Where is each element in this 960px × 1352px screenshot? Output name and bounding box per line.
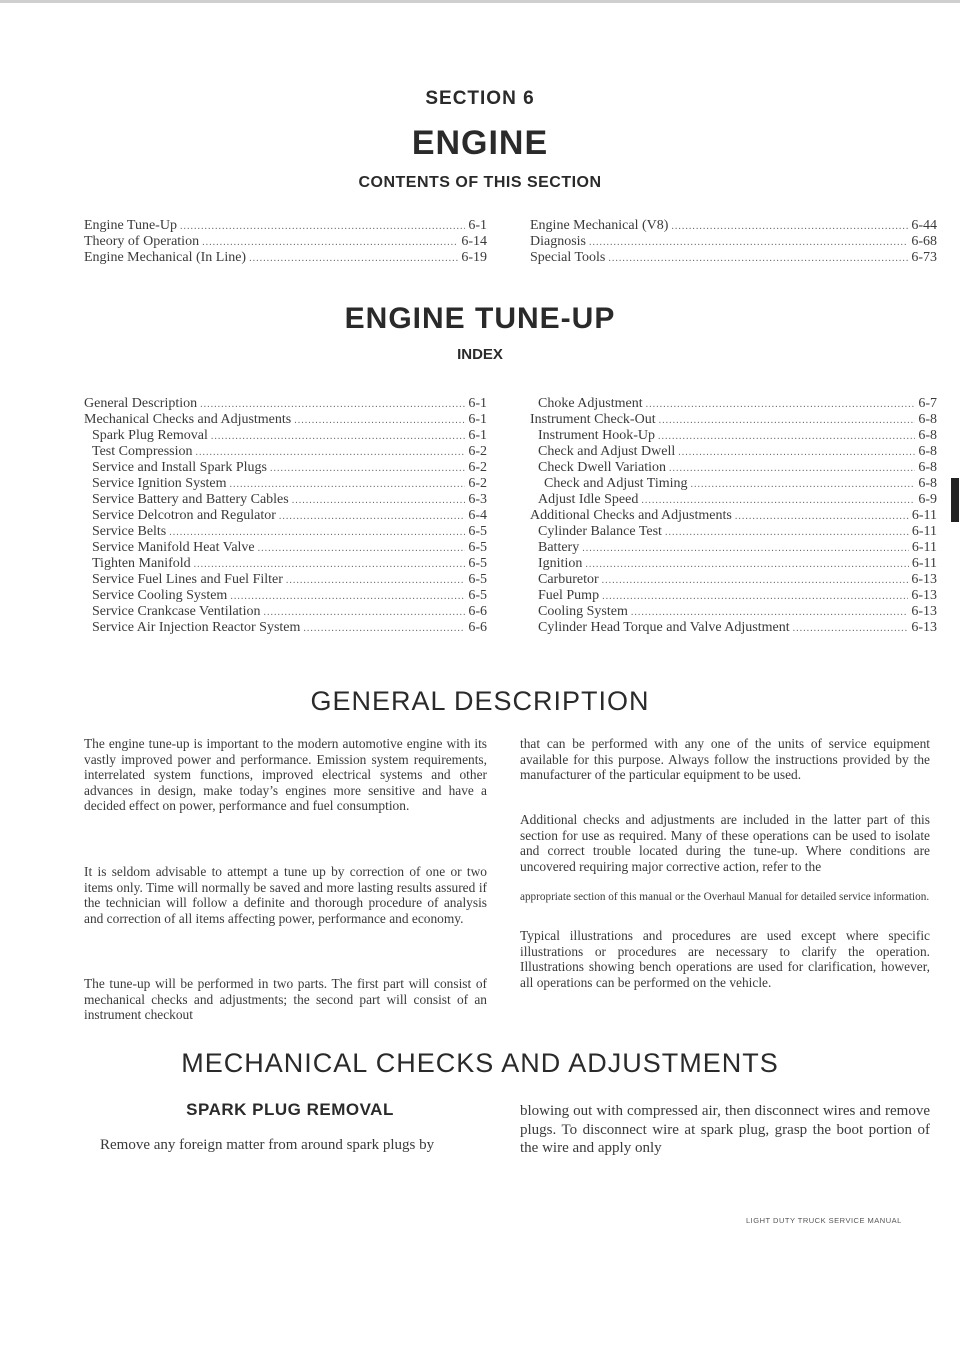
spark-plug-left-text: Remove any foreign matter from around spark plugs by — [100, 1137, 435, 1153]
toc-entry-title: Instrument Hook-Up — [538, 428, 656, 443]
toc-entry-title: Cylinder Balance Test — [538, 524, 662, 539]
toc-entry-title: Service Belts — [92, 524, 167, 539]
toc-entry — [84, 620, 487, 636]
toc-entry-page: 6-8 — [918, 412, 937, 427]
toc-leader-dots — [602, 588, 908, 605]
contents-heading: CONTENTS OF THIS SECTION — [358, 174, 602, 191]
toc-entry-page: 6-68 — [911, 234, 937, 249]
toc-entry-page: 6-14 — [461, 234, 487, 249]
toc-entry-title: Test Compression — [92, 444, 193, 459]
toc-entry-title: Service Manifold Heat Valve — [92, 540, 255, 555]
gd-left-paragraph-1: The engine tune-up is important to the modern automotive engine with its vastly improved power and performance. Emission system requirements, interrelated system functions, improved electrical systems and other advances in design, make today’s engines more sensitive and have a decided effect on power, performance and fuel consumption. — [84, 736, 487, 814]
toc-entry-title: Carburetor — [538, 572, 599, 587]
toc-entry — [530, 476, 937, 492]
toc-leader-dots — [665, 524, 909, 541]
toc-entry-title: Check Dwell Variation — [538, 460, 667, 475]
gd-right-paragraph-2a: Additional checks and adjustments are included in the latter part of this section for use as required. Many of these operations can be used to isolate and correct trouble located during the tune-up. Where conditions are uncovered requiring major corrective action, refer to the — [520, 812, 930, 874]
toc-leader-dots — [691, 476, 916, 493]
toc-leader-dots — [230, 588, 465, 605]
toc-entry — [530, 620, 937, 636]
toc-entry-title: Adjust Idle Speed — [538, 492, 639, 507]
toc-leader-dots — [202, 234, 458, 251]
toc-entry-page: 6-6 — [468, 620, 487, 635]
toc-entry — [530, 460, 937, 476]
toc-entry-title: Battery — [538, 540, 580, 555]
toc-leader-dots — [669, 460, 915, 477]
toc-entry-page: 6-13 — [911, 604, 937, 619]
toc-entry — [84, 428, 487, 444]
toc-entry-title: Service Battery and Battery Cables — [92, 492, 289, 507]
toc-entry-page: 6-9 — [918, 492, 937, 507]
toc-entry — [530, 508, 937, 524]
gd-right-paragraph-2b: appropriate section of this manual or the Overhaul Manual for detailed service information. — [520, 891, 930, 903]
toc-entry — [84, 492, 487, 508]
toc-entry-title: Engine Mechanical (V8) — [530, 218, 669, 233]
toc-leader-dots — [793, 620, 909, 637]
toc-entry — [84, 588, 487, 604]
toc-entry — [84, 540, 487, 556]
toc-entry-page: 6-1 — [468, 218, 487, 233]
toc-leader-dots — [279, 508, 465, 525]
toc-leader-dots — [263, 604, 465, 621]
toc-entry-page: 6-3 — [468, 492, 487, 507]
toc-entry-title: Service and Install Spark Plugs — [92, 460, 267, 475]
toc-leader-dots — [211, 428, 465, 445]
toc-entry-page: 6-5 — [468, 588, 487, 603]
toc-entry-page: 6-7 — [918, 396, 937, 411]
footer-manual-title: LIGHT DUTY TRUCK SERVICE MANUAL — [746, 1216, 902, 1225]
toc-leader-dots — [585, 556, 909, 573]
toc-entry-title: Instrument Check-Out — [530, 412, 656, 427]
toc-entry-title: Service Crankcase Ventilation — [92, 604, 261, 619]
toc-entry-page: 6-1 — [468, 428, 487, 443]
toc-entry-page: 6-6 — [468, 604, 487, 619]
toc-entry-title: Spark Plug Removal — [92, 428, 208, 443]
toc-entry-title: Service Fuel Lines and Fuel Filter — [92, 572, 283, 587]
toc-entry-title: Diagnosis — [530, 234, 586, 249]
toc-entry — [530, 572, 937, 588]
toc-entry — [530, 250, 937, 266]
toc-entry — [84, 476, 487, 492]
contents-left-column — [84, 218, 487, 266]
toc-entry — [530, 588, 937, 604]
toc-entry-title: Ignition — [538, 556, 583, 571]
toc-entry — [530, 218, 937, 234]
toc-leader-dots — [169, 524, 465, 541]
index-left-column — [84, 396, 487, 636]
toc-leader-dots — [671, 218, 908, 235]
gd-right-paragraph-1: that can be performed with any one of the units of service equipment available for this purpose. Always follow the instructions provided by the manufacturer of the particular equipment to be used. — [520, 736, 930, 783]
toc-leader-dots — [230, 476, 466, 493]
toc-leader-dots — [270, 460, 465, 477]
toc-entry — [84, 572, 487, 588]
toc-leader-dots — [589, 234, 908, 251]
toc-entry-page: 6-2 — [468, 476, 487, 491]
toc-leader-dots — [646, 396, 916, 413]
toc-entry-page: 6-4 — [468, 508, 487, 523]
toc-entry — [84, 444, 487, 460]
toc-entry-title: Service Cooling System — [92, 588, 228, 603]
toc-entry — [84, 250, 487, 266]
toc-entry-title: Cooling System — [538, 604, 628, 619]
toc-entry-title: Engine Tune-Up — [84, 218, 177, 233]
tuneup-title: ENGINE TUNE-UP — [344, 302, 616, 335]
gd-left-paragraph-3: The tune-up will be performed in two parts. The first part will consist of mechanical checks and adjustments; the second part will consist of an instrument checkout — [84, 976, 487, 1023]
toc-entry-page: 6-2 — [468, 444, 487, 459]
spark-plug-removal-heading: SPARK PLUG REMOVAL — [186, 1100, 394, 1119]
toc-entry-page: 6-73 — [911, 250, 937, 265]
toc-entry-page: 6-13 — [911, 620, 937, 635]
toc-entry-page: 6-1 — [468, 412, 487, 427]
toc-entry — [84, 524, 487, 540]
toc-entry-title: Special Tools — [530, 250, 606, 265]
toc-entry-page: 6-11 — [911, 524, 937, 539]
toc-leader-dots — [608, 250, 908, 267]
toc-entry-page: 6-5 — [468, 524, 487, 539]
toc-leader-dots — [194, 556, 466, 573]
toc-entry-title: General Description — [84, 396, 198, 411]
page-title: ENGINE — [411, 124, 549, 162]
toc-leader-dots — [631, 604, 908, 621]
toc-leader-dots — [292, 492, 466, 509]
toc-entry — [530, 412, 937, 428]
toc-entry-title: Service Delcotron and Regulator — [92, 508, 276, 523]
toc-entry-page: 6-8 — [918, 460, 937, 475]
toc-entry — [84, 508, 487, 524]
toc-leader-dots — [196, 444, 466, 461]
toc-entry — [84, 604, 487, 620]
toc-entry-page: 6-13 — [911, 572, 937, 587]
toc-entry — [530, 234, 937, 250]
toc-entry — [84, 412, 487, 428]
toc-entry-page: 6-11 — [911, 508, 937, 523]
toc-leader-dots — [658, 428, 915, 445]
toc-entry-page: 6-8 — [918, 428, 937, 443]
toc-entry-title: Choke Adjustment — [538, 396, 643, 411]
toc-entry — [84, 460, 487, 476]
toc-entry-page: 6-8 — [918, 444, 937, 459]
toc-entry-page: 6-5 — [468, 556, 487, 571]
toc-entry-title: Check and Adjust Timing — [544, 476, 688, 491]
toc-leader-dots — [200, 396, 465, 413]
toc-entry-title: Cylinder Head Torque and Valve Adjustment — [538, 620, 790, 635]
toc-entry-title: Additional Checks and Adjustments — [530, 508, 732, 523]
contents-right-column — [530, 218, 937, 266]
section-tab-mark — [951, 478, 959, 522]
toc-entry — [530, 604, 937, 620]
toc-leader-dots — [180, 218, 465, 235]
toc-entry — [530, 428, 937, 444]
toc-entry — [530, 556, 937, 572]
toc-entry-page: 6-5 — [468, 572, 487, 587]
toc-entry-page: 6-13 — [911, 588, 937, 603]
toc-entry — [530, 540, 937, 556]
spark-plug-right-text: blowing out with compressed air, then disconnect wires and remove plugs. To disconnect wire at spark plug, grasp the boot portion of the wire and apply only — [520, 1103, 930, 1156]
gd-left-paragraph-2: It is seldom advisable to attempt a tune up by correction of one or two items only. Time will normally be saved and more lasting results assured if the technician will follow a definite and thorough procedure of analysis and correction of all items affecting power, performance and economy. — [84, 864, 487, 926]
toc-entry — [530, 396, 937, 412]
toc-entry-title: Check and Adjust Dwell — [538, 444, 676, 459]
toc-entry-title: Fuel Pump — [538, 588, 600, 603]
toc-leader-dots — [258, 540, 466, 557]
toc-entry-page: 6-1 — [468, 396, 487, 411]
gd-right-paragraph-3: Typical illustrations and procedures are used except where specific illustrations or procedures are necessary to clarify the operation. Illustrations showing bench operations are used for clarification, however, all operations can be performed on the vehicle. — [520, 928, 930, 990]
toc-leader-dots — [249, 250, 458, 267]
toc-entry — [530, 492, 937, 508]
toc-entry-title: Service Ignition System — [92, 476, 227, 491]
toc-entry-title: Mechanical Checks and Adjustments — [84, 412, 292, 427]
toc-leader-dots — [641, 492, 915, 509]
toc-entry-title: Tighten Manifold — [92, 556, 191, 571]
toc-leader-dots — [602, 572, 909, 589]
toc-entry-page: 6-11 — [911, 556, 937, 571]
general-description-title: GENERAL DESCRIPTION — [310, 686, 650, 716]
toc-entry — [84, 218, 487, 234]
toc-entry — [84, 234, 487, 250]
toc-entry-page: 6-8 — [918, 476, 937, 491]
toc-leader-dots — [294, 412, 465, 429]
toc-entry-title: Engine Mechanical (In Line) — [84, 250, 247, 265]
index-right-column — [530, 396, 937, 636]
toc-entry — [84, 556, 487, 572]
toc-entry — [84, 396, 487, 412]
toc-leader-dots — [582, 540, 909, 557]
toc-leader-dots — [735, 508, 909, 525]
toc-leader-dots — [303, 620, 465, 637]
toc-leader-dots — [678, 444, 915, 461]
toc-entry — [530, 444, 937, 460]
section-label: SECTION 6 — [425, 88, 535, 109]
index-heading: INDEX — [457, 346, 503, 363]
toc-entry-page: 6-19 — [461, 250, 487, 265]
top-rule — [0, 0, 960, 3]
toc-entry-title: Theory of Operation — [84, 234, 200, 249]
toc-entry-page: 6-5 — [468, 540, 487, 555]
toc-entry-title: Service Air Injection Reactor System — [92, 620, 301, 635]
toc-entry-page: 6-11 — [911, 540, 937, 555]
toc-leader-dots — [659, 412, 916, 429]
toc-entry-page: 6-2 — [468, 460, 487, 475]
toc-entry-page: 6-44 — [911, 218, 937, 233]
toc-leader-dots — [286, 572, 465, 589]
toc-entry — [530, 524, 937, 540]
mechanical-checks-title: MECHANICAL CHECKS AND ADJUSTMENTS — [181, 1048, 779, 1078]
